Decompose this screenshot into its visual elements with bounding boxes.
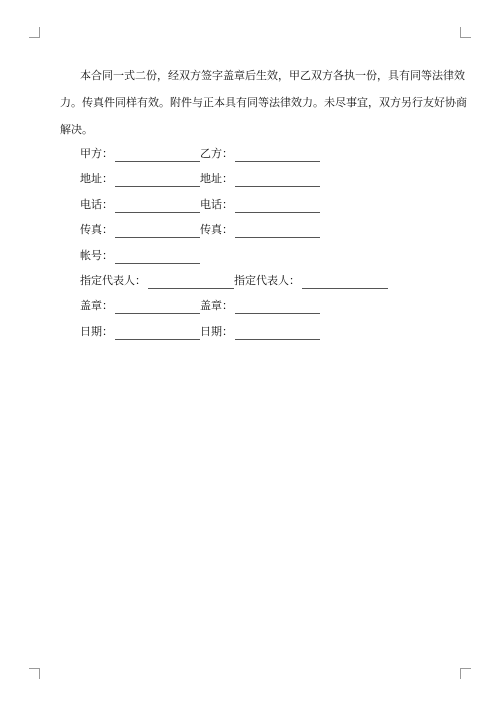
crop-mark-top-right: [460, 27, 471, 38]
date-a-blank[interactable]: [115, 327, 200, 340]
address-b-blank[interactable]: [235, 174, 320, 187]
party-b-label: 乙方：: [200, 147, 233, 160]
account-label: 帐号：: [80, 248, 113, 262]
party-a-blank[interactable]: [115, 149, 200, 162]
seal-row: [80, 298, 388, 323]
contract-validity-paragraph: [60, 66, 467, 147]
seal-a-label: 盖章：: [80, 299, 113, 313]
seal-b-label: 盖章：: [200, 299, 233, 313]
date-row: [80, 324, 388, 349]
address-row: [80, 171, 388, 196]
address-a-label: 地址：: [80, 172, 113, 186]
date-b-label: 日期：: [200, 324, 233, 338]
date-a-label: 日期：: [80, 324, 113, 338]
rep-a-label: 指定代表人：: [80, 273, 146, 287]
rep-a-blank[interactable]: [148, 276, 234, 289]
account-blank[interactable]: [115, 251, 200, 264]
representative-row: [80, 273, 388, 298]
rep-b-blank[interactable]: [302, 276, 388, 289]
phone-b-blank[interactable]: [235, 200, 320, 213]
fax-a-blank[interactable]: [115, 225, 200, 238]
crop-mark-bottom-right: [460, 668, 471, 679]
party-a-label: 甲方：: [80, 147, 113, 160]
address-a-blank[interactable]: [115, 174, 200, 187]
signature-fields: [80, 146, 388, 349]
party-b-blank[interactable]: [235, 149, 320, 162]
phone-a-blank[interactable]: [115, 200, 200, 213]
address-b-label: 地址：: [200, 172, 233, 186]
phone-row: [80, 197, 388, 222]
fax-b-blank[interactable]: [235, 225, 320, 238]
party-row: [80, 146, 388, 171]
date-b-blank[interactable]: [235, 327, 320, 340]
fax-row: [80, 222, 388, 247]
crop-mark-top-left: [29, 27, 40, 38]
phone-b-label: 电话：: [200, 197, 233, 211]
fax-b-label: 传真：: [200, 223, 233, 237]
crop-mark-bottom-left: [29, 668, 40, 679]
paragraph-line: 本合同一式二份，经双方签字盖章后生效，甲乙双方各执一份，具有同等法律效: [80, 69, 465, 82]
paragraph-line: 解决。: [60, 123, 93, 136]
phone-a-label: 电话：: [80, 197, 113, 211]
paragraph-line: 力。传真件同样有效。附件与正本具有同等法律效力。未尽事宜，双方另行友好协商: [60, 96, 467, 109]
account-row: [80, 248, 388, 273]
seal-a-blank[interactable]: [115, 301, 200, 314]
fax-a-label: 传真：: [80, 223, 113, 237]
seal-b-blank[interactable]: [235, 301, 320, 314]
rep-b-label: 指定代表人：: [234, 273, 300, 287]
